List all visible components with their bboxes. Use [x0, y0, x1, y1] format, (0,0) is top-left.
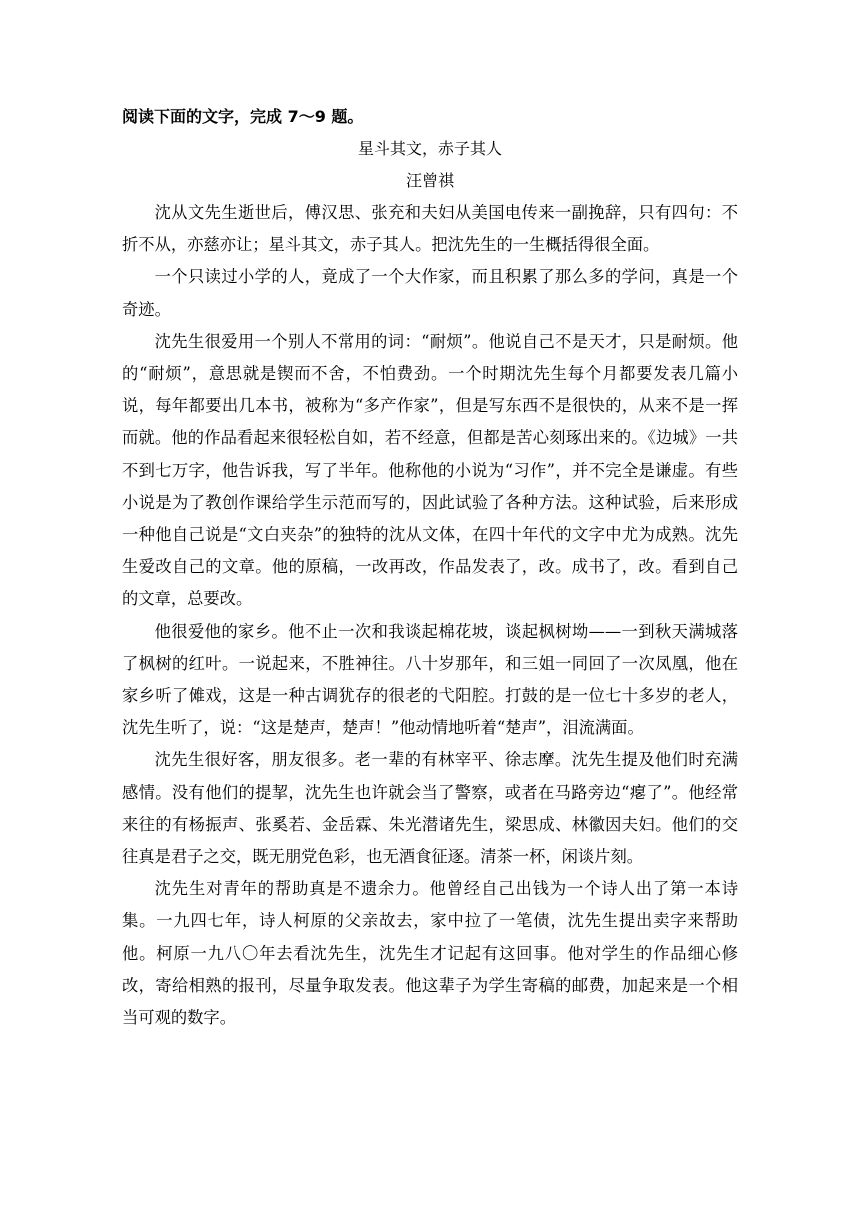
article-title: 星斗其文，赤子其人 — [357, 139, 502, 158]
paragraph-4: 他很爱他的家乡。他不止一次和我谈起棉花坡，谈起枫树坳——一到秋天满城落了枫树的红叶。一说起来，不胜神往。八十岁那年，和三姐一同回了一次凤凰，他在家乡听了傩戏，这是一种古调犹存的很老的弋阳腔。打鼓的是一位七十多岁的老人，沈先生听了，说：“这是楚声，楚声！”他动情地听着“楚声”，泪流满面。 — [122, 621, 738, 738]
paragraph-5: 沈先生很好客，朋友很多。老一辈的有林宰平、徐志摩。沈先生提及他们时充满感情。没有他们的提挈，沈先生也许就会当了警察，或者在马路旁边“瘪了”。他经常来往的有杨振声、张奚若、金岳霖、朱光潜诸先生，梁思成、林徽因夫妇。他们的交往真是君子之交，既无朋党色彩，也无酒食征逐。清茶一杯，闲谈片刻。 — [122, 750, 738, 867]
paragraph-1: 沈从文先生逝世后，傅汉思、张充和夫妇从美国电传来一副挽辞，只有四句：不折不从，亦慈亦让；星斗其文，赤子其人。把沈先生的一生概括得很全面。 — [122, 203, 738, 255]
article-author: 汪曾祺 — [405, 171, 454, 190]
paragraph-6: 沈先生对青年的帮助真是不遗余力。他曾经自己出钱为一个诗人出了第一本诗集。一九四七年，诗人柯原的父亲故去，家中拉了一笔债，沈先生提出卖字来帮助他。柯原一九八〇年去看沈先生，沈先生才记起有这回事。他对学生的作品细心修改，寄给相熟的报刊，尽量争取发表。他这辈子为学生寄稿的邮费，加起来是一个相当可观的数字。 — [122, 879, 738, 1028]
document-page — [122, 101, 738, 1034]
paragraph-2: 一个只读过小学的人，竟成了一个大作家，而且积累了那么多的学问，真是一个奇迹。 — [122, 267, 738, 319]
reading-instruction: 阅读下面的文字，完成 7～9 题。 — [122, 107, 364, 126]
paragraph-3: 沈先生很爱用一个别人不常用的词：“耐烦”。他说自己不是天才，只是耐烦。他的“耐烦”，意思就是锲而不舍，不怕费劲。一个时期沈先生每个月都要发表几篇小说，每年都要出几本书，被称为“多产作家”，但是写东西不是很快的，从来不是一挥而就。他的作品看起来很轻松自如，若不经意，但都是苦心刻琢出来的。《边城》一共不到七万字，他告诉我，写了半年。他称他的小说为“习作”，并不完全是谦虚。有些小说是为了教创作课给学生示范而写的，因此试验了各种方法。这种试验，后来形成一种他自己说是“文白夹杂”的独特的沈从文体，在四十年代的文字中尤为成熟。沈先生爱改自己的文章。他的原稿，一改再改，作品发表了，改。成书了，改。看到自己的文章，总要改。 — [122, 331, 738, 609]
